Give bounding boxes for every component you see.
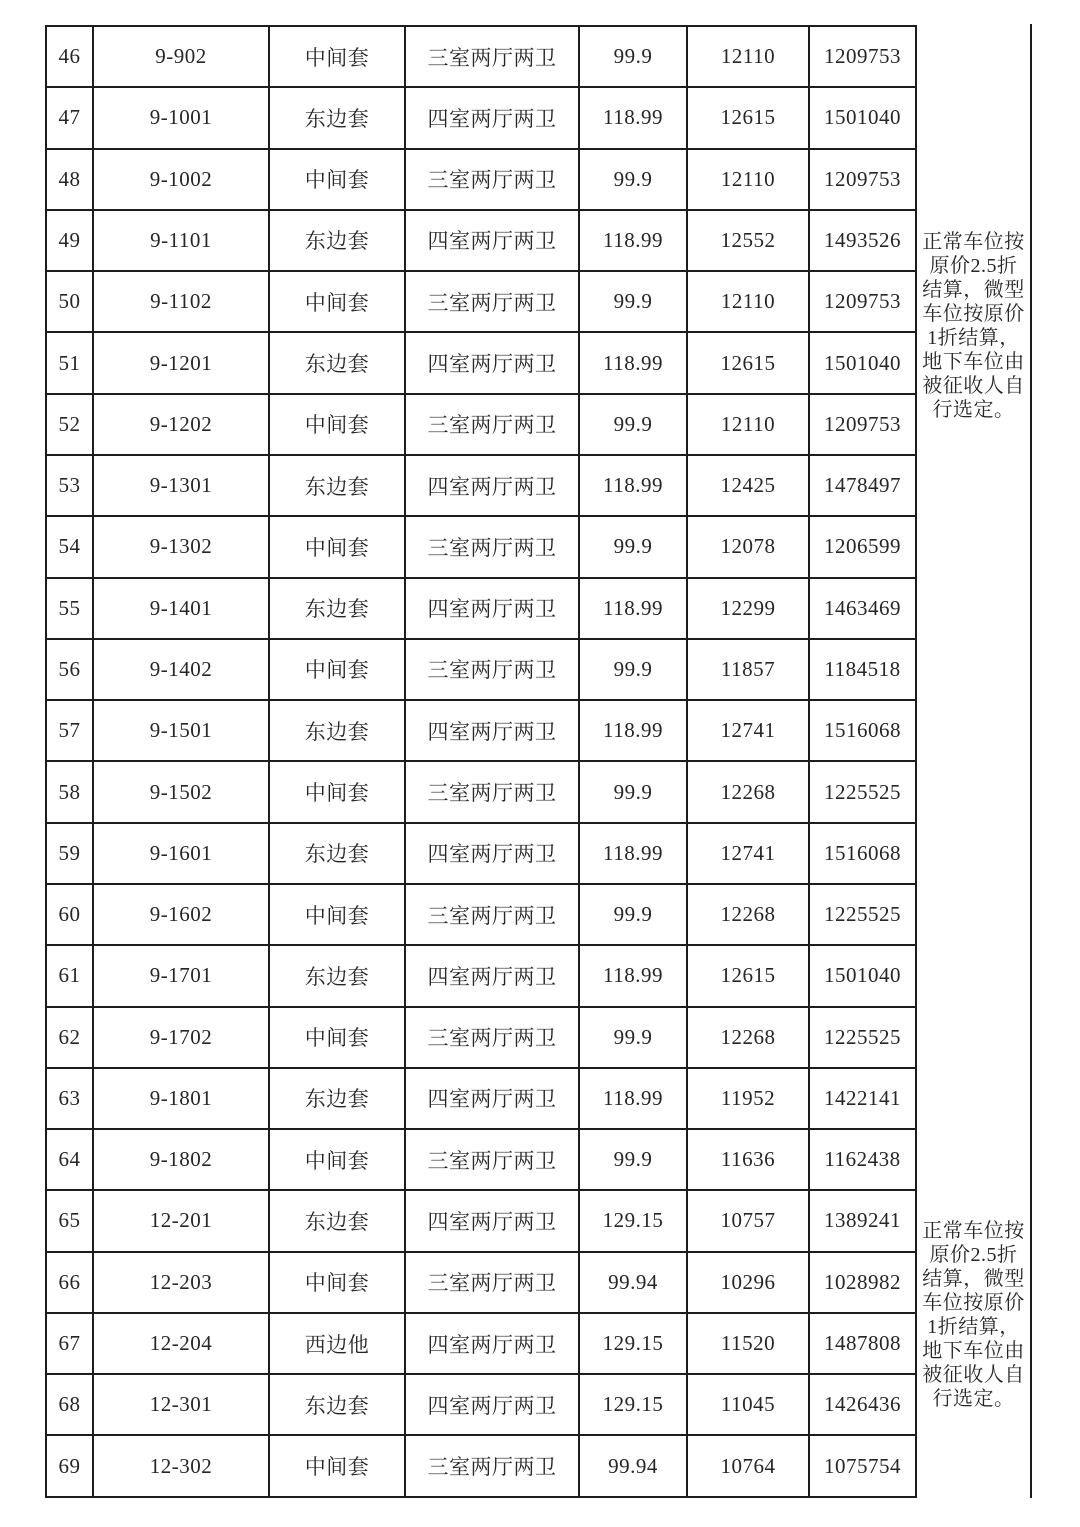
total-price-cell: 1422141 [809, 1068, 916, 1129]
row-number-cell: 65 [46, 1190, 93, 1251]
area-cell: 99.9 [579, 639, 687, 700]
total-price-cell: 1426436 [809, 1374, 916, 1435]
total-price-cell: 1209753 [809, 149, 916, 210]
parking-note-2 [915, 1219, 1032, 1411]
area-cell: 99.9 [579, 884, 687, 945]
note-line: 原价2.5折 [929, 1244, 1018, 1266]
unit-number-cell: 9-1001 [93, 87, 269, 148]
table-row [46, 1007, 916, 1068]
row-number-cell: 63 [46, 1068, 93, 1129]
row-number-cell: 47 [46, 87, 93, 148]
position-type-cell: 中间套 [269, 639, 405, 700]
row-number-cell: 56 [46, 639, 93, 700]
table-row [46, 761, 916, 822]
note-line: 结算，微型 [922, 1268, 1025, 1290]
unit-number-cell: 9-1501 [93, 700, 269, 761]
unit-number-cell: 9-1602 [93, 884, 269, 945]
note-line: 正常车位按 [922, 231, 1025, 253]
total-price-cell: 1501040 [809, 87, 916, 148]
unit-price-cell: 12110 [687, 149, 809, 210]
row-number-cell: 68 [46, 1374, 93, 1435]
area-cell: 99.9 [579, 26, 687, 87]
table-row [46, 516, 916, 577]
room-layout-cell: 四室两厅两卫 [405, 87, 579, 148]
table-row [46, 210, 916, 271]
position-type-cell: 中间套 [269, 26, 405, 87]
unit-price-cell: 12615 [687, 332, 809, 393]
unit-number-cell: 9-1802 [93, 1129, 269, 1190]
row-number-cell: 49 [46, 210, 93, 271]
unit-price-cell: 11636 [687, 1129, 809, 1190]
row-number-cell: 55 [46, 578, 93, 639]
area-cell: 99.9 [579, 394, 687, 455]
position-type-cell: 东边套 [269, 700, 405, 761]
position-type-cell: 东边套 [269, 332, 405, 393]
room-layout-cell: 三室两厅两卫 [405, 1129, 579, 1190]
room-layout-cell: 四室两厅两卫 [405, 700, 579, 761]
area-cell: 118.99 [579, 945, 687, 1006]
total-price-cell: 1516068 [809, 700, 916, 761]
position-type-cell: 西边他 [269, 1313, 405, 1374]
total-price-cell: 1225525 [809, 761, 916, 822]
note-line: 被征收人自 [922, 375, 1025, 397]
room-layout-cell: 四室两厅两卫 [405, 1313, 579, 1374]
room-layout-cell: 四室两厅两卫 [405, 945, 579, 1006]
row-number-cell: 61 [46, 945, 93, 1006]
room-layout-cell: 三室两厅两卫 [405, 884, 579, 945]
room-layout-cell: 三室两厅两卫 [405, 26, 579, 87]
total-price-cell: 1487808 [809, 1313, 916, 1374]
unit-price-cell: 11952 [687, 1068, 809, 1129]
position-type-cell: 中间套 [269, 1435, 405, 1497]
table-row [46, 149, 916, 210]
position-type-cell: 东边套 [269, 1374, 405, 1435]
unit-price-cell: 10296 [687, 1252, 809, 1313]
unit-price-cell: 10764 [687, 1435, 809, 1497]
unit-price-cell: 11520 [687, 1313, 809, 1374]
unit-number-cell: 9-1502 [93, 761, 269, 822]
position-type-cell: 中间套 [269, 149, 405, 210]
area-cell: 99.9 [579, 271, 687, 332]
total-price-cell: 1206599 [809, 516, 916, 577]
unit-price-cell: 10757 [687, 1190, 809, 1251]
unit-number-cell: 9-1702 [93, 1007, 269, 1068]
row-number-cell: 46 [46, 26, 93, 87]
area-cell: 99.9 [579, 149, 687, 210]
total-price-cell: 1389241 [809, 1190, 916, 1251]
note-line: 原价2.5折 [929, 255, 1018, 277]
area-cell: 118.99 [579, 1068, 687, 1129]
total-price-cell: 1463469 [809, 578, 916, 639]
row-number-cell: 62 [46, 1007, 93, 1068]
unit-number-cell: 12-204 [93, 1313, 269, 1374]
table-row [46, 700, 916, 761]
table-row [46, 271, 916, 332]
area-cell: 118.99 [579, 87, 687, 148]
unit-number-cell: 9-1402 [93, 639, 269, 700]
area-cell: 129.15 [579, 1190, 687, 1251]
unit-number-cell: 12-203 [93, 1252, 269, 1313]
table-row [46, 1190, 916, 1251]
position-type-cell: 东边套 [269, 578, 405, 639]
room-layout-cell: 三室两厅两卫 [405, 1007, 579, 1068]
position-type-cell: 东边套 [269, 210, 405, 271]
note-line: 车位按原价 [922, 1292, 1025, 1314]
unit-number-cell: 12-201 [93, 1190, 269, 1251]
total-price-cell: 1209753 [809, 394, 916, 455]
room-layout-cell: 三室两厅两卫 [405, 761, 579, 822]
table-row [46, 884, 916, 945]
total-price-cell: 1516068 [809, 823, 916, 884]
row-number-cell: 50 [46, 271, 93, 332]
note-line: 车位按原价 [922, 303, 1025, 325]
row-number-cell: 53 [46, 455, 93, 516]
unit-number-cell: 9-1101 [93, 210, 269, 271]
position-type-cell: 中间套 [269, 271, 405, 332]
room-layout-cell: 三室两厅两卫 [405, 1252, 579, 1313]
position-type-cell: 中间套 [269, 1252, 405, 1313]
unit-number-cell: 9-1002 [93, 149, 269, 210]
table-row [46, 945, 916, 1006]
area-cell: 129.15 [579, 1313, 687, 1374]
note-line: 1折结算， [927, 327, 1020, 349]
unit-number-cell: 9-1202 [93, 394, 269, 455]
room-layout-cell: 四室两厅两卫 [405, 332, 579, 393]
room-layout-cell: 四室两厅两卫 [405, 210, 579, 271]
position-type-cell: 东边套 [269, 823, 405, 884]
unit-number-cell: 12-301 [93, 1374, 269, 1435]
room-layout-cell: 三室两厅两卫 [405, 271, 579, 332]
unit-price-cell: 12110 [687, 271, 809, 332]
note-line: 地下车位由 [922, 1340, 1025, 1362]
total-price-cell: 1493526 [809, 210, 916, 271]
room-layout-cell: 四室两厅两卫 [405, 578, 579, 639]
unit-number-cell: 9-1302 [93, 516, 269, 577]
area-cell: 118.99 [579, 332, 687, 393]
unit-price-cell: 12552 [687, 210, 809, 271]
room-layout-cell: 四室两厅两卫 [405, 1068, 579, 1129]
position-type-cell: 中间套 [269, 516, 405, 577]
area-cell: 99.94 [579, 1435, 687, 1497]
row-number-cell: 69 [46, 1435, 93, 1497]
unit-price-cell: 12078 [687, 516, 809, 577]
room-layout-cell: 四室两厅两卫 [405, 1190, 579, 1251]
table-row [46, 1068, 916, 1129]
total-price-cell: 1162438 [809, 1129, 916, 1190]
table-row [46, 1252, 916, 1313]
total-price-cell: 1075754 [809, 1435, 916, 1497]
housing-compensation-table [45, 25, 917, 1498]
total-price-cell: 1478497 [809, 455, 916, 516]
row-number-cell: 64 [46, 1129, 93, 1190]
area-cell: 99.9 [579, 1129, 687, 1190]
area-cell: 118.99 [579, 700, 687, 761]
unit-price-cell: 12110 [687, 394, 809, 455]
position-type-cell: 东边套 [269, 945, 405, 1006]
position-type-cell: 中间套 [269, 1129, 405, 1190]
total-price-cell: 1184518 [809, 639, 916, 700]
unit-price-cell: 12425 [687, 455, 809, 516]
position-type-cell: 东边套 [269, 455, 405, 516]
area-cell: 99.9 [579, 516, 687, 577]
room-layout-cell: 三室两厅两卫 [405, 639, 579, 700]
row-number-cell: 57 [46, 700, 93, 761]
position-type-cell: 中间套 [269, 1007, 405, 1068]
area-cell: 129.15 [579, 1374, 687, 1435]
area-cell: 118.99 [579, 823, 687, 884]
row-number-cell: 67 [46, 1313, 93, 1374]
table-row [46, 639, 916, 700]
room-layout-cell: 四室两厅两卫 [405, 823, 579, 884]
table-row [46, 1435, 916, 1497]
row-number-cell: 58 [46, 761, 93, 822]
table-row [46, 1129, 916, 1190]
total-price-cell: 1225525 [809, 1007, 916, 1068]
note-line: 被征收人自 [922, 1364, 1025, 1386]
row-number-cell: 54 [46, 516, 93, 577]
note-line: 1折结算， [927, 1316, 1020, 1338]
unit-number-cell: 12-302 [93, 1435, 269, 1497]
unit-price-cell: 12268 [687, 884, 809, 945]
unit-price-cell: 11857 [687, 639, 809, 700]
room-layout-cell: 三室两厅两卫 [405, 394, 579, 455]
position-type-cell: 东边套 [269, 87, 405, 148]
area-cell: 118.99 [579, 210, 687, 271]
table-row [46, 578, 916, 639]
table-row [46, 87, 916, 148]
note-line: 正常车位按 [922, 1220, 1025, 1242]
row-number-cell: 48 [46, 149, 93, 210]
unit-price-cell: 12741 [687, 823, 809, 884]
table-row [46, 332, 916, 393]
unit-number-cell: 9-1201 [93, 332, 269, 393]
area-cell: 118.99 [579, 578, 687, 639]
parking-note-1 [915, 230, 1032, 422]
area-cell: 99.9 [579, 1007, 687, 1068]
room-layout-cell: 三室两厅两卫 [405, 516, 579, 577]
unit-number-cell: 9-1102 [93, 271, 269, 332]
total-price-cell: 1501040 [809, 945, 916, 1006]
unit-price-cell: 12110 [687, 26, 809, 87]
total-price-cell: 1209753 [809, 271, 916, 332]
unit-number-cell: 9-1801 [93, 1068, 269, 1129]
note-line: 地下车位由 [922, 351, 1025, 373]
unit-price-cell: 12741 [687, 700, 809, 761]
row-number-cell: 60 [46, 884, 93, 945]
room-layout-cell: 三室两厅两卫 [405, 149, 579, 210]
unit-price-cell: 11045 [687, 1374, 809, 1435]
unit-price-cell: 12268 [687, 1007, 809, 1068]
table-row [46, 823, 916, 884]
unit-number-cell: 9-1401 [93, 578, 269, 639]
room-layout-cell: 三室两厅两卫 [405, 1435, 579, 1497]
area-cell: 99.94 [579, 1252, 687, 1313]
table-row [46, 455, 916, 516]
unit-number-cell: 9-1701 [93, 945, 269, 1006]
table-row [46, 1374, 916, 1435]
unit-number-cell: 9-1301 [93, 455, 269, 516]
position-type-cell: 东边套 [269, 1190, 405, 1251]
total-price-cell: 1225525 [809, 884, 916, 945]
position-type-cell: 中间套 [269, 394, 405, 455]
position-type-cell: 东边套 [269, 1068, 405, 1129]
area-cell: 99.9 [579, 761, 687, 822]
unit-number-cell: 9-1601 [93, 823, 269, 884]
unit-price-cell: 12615 [687, 87, 809, 148]
unit-price-cell: 12615 [687, 945, 809, 1006]
note-line: 行选定。 [932, 1388, 1015, 1410]
row-number-cell: 66 [46, 1252, 93, 1313]
area-cell: 118.99 [579, 455, 687, 516]
table-row [46, 1313, 916, 1374]
room-layout-cell: 四室两厅两卫 [405, 455, 579, 516]
total-price-cell: 1028982 [809, 1252, 916, 1313]
position-type-cell: 中间套 [269, 884, 405, 945]
row-number-cell: 52 [46, 394, 93, 455]
note-line: 行选定。 [932, 399, 1015, 421]
table-row [46, 26, 916, 87]
position-type-cell: 中间套 [269, 761, 405, 822]
table-body [46, 26, 916, 1497]
unit-number-cell: 9-902 [93, 26, 269, 87]
table-row [46, 394, 916, 455]
row-number-cell: 59 [46, 823, 93, 884]
unit-price-cell: 12268 [687, 761, 809, 822]
note-line: 结算，微型 [922, 279, 1025, 301]
row-number-cell: 51 [46, 332, 93, 393]
total-price-cell: 1501040 [809, 332, 916, 393]
total-price-cell: 1209753 [809, 26, 916, 87]
unit-price-cell: 12299 [687, 578, 809, 639]
room-layout-cell: 四室两厅两卫 [405, 1374, 579, 1435]
